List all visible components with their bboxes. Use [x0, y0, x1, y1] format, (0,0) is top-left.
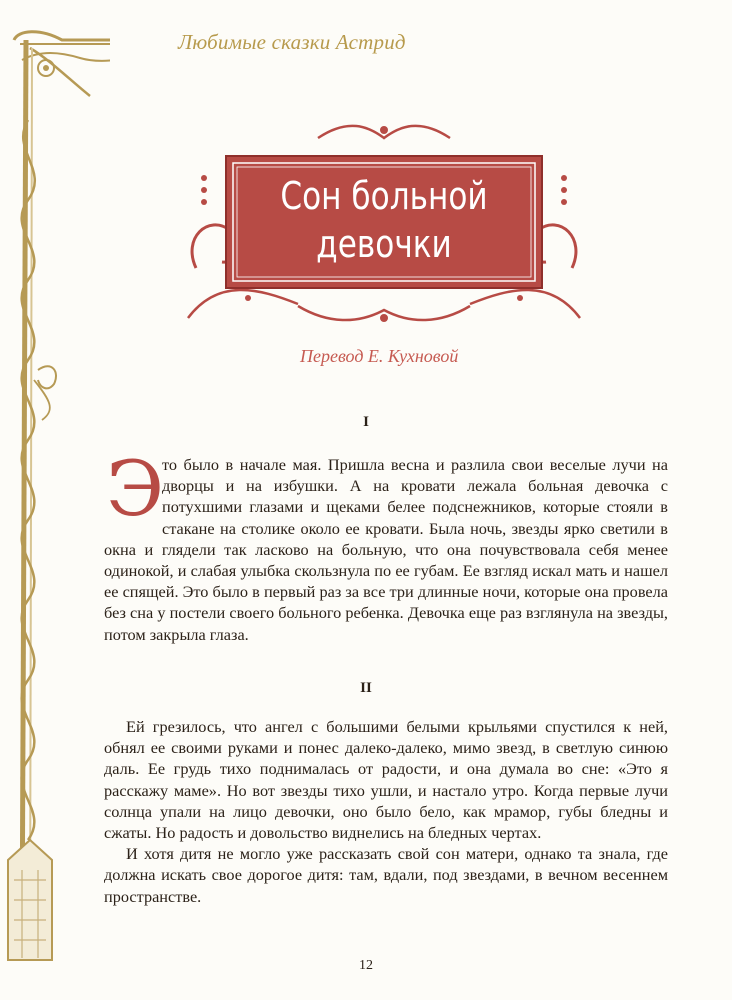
paragraph: то было в начале мая. Пришла весна и разлила свои веселые лучи на дворцы и на избушки. А на кровати лежала больная девочка с потухшими глазами и щеками белее подснежников, которые стояли в стакане на столике около ее кровати. Была ночь, звезды ярко светили в окна и глядели так ласково на больную, что она почувствовала себя менее одинокой, и слабая улыбка скользнула по ее губам. Ее взгляд искал мать и нашел ее спящей. Это было в первый раз за все три длинные ночи, которые она провела без сна у постели своего больного ребенка. Девочка еще раз взглянула на звезды, потом закрыла глаза.: [104, 455, 668, 644]
title-line-1: Сон больной: [280, 174, 488, 218]
drop-cap: Э: [106, 444, 165, 533]
title-line-2: девочки: [316, 222, 452, 266]
page-number: 12: [359, 958, 373, 973]
paragraph: Ей грезилось, что ангел с большими белыми крыльями спустился к ней, обнял ее своими руками и понес далеко-далеко, мимо звезд, в светлую синюю даль. Ее грудь тихо поднималась от радости, и она думала во сне: «Это я расскажу маме». Но вот звезды тихо ушли, и настало утро. Когда первые лучи солнца упали на лицо девочки, оно было бело, как мрамор, губы бледны и сжаты. Но радость и довольство виднелись на бледных чертах.: [104, 717, 668, 843]
translator-credit: Перевод Е. Кухновой: [300, 346, 459, 366]
section-2-text: [104, 716, 668, 907]
paragraph: И хотя дитя не могло уже рассказать свой сон матери, однако та знала, где должна искать свое дорогое дитя: там, вдали, под звездами, в вечном весеннем пространстве.: [104, 844, 668, 906]
section-1-text: [104, 444, 668, 645]
running-head: Любимые сказки Астрид: [178, 30, 406, 54]
section-number-1: I: [363, 414, 369, 430]
vine-border-ornament: [0, 0, 110, 1000]
section-number-2: II: [360, 680, 372, 696]
